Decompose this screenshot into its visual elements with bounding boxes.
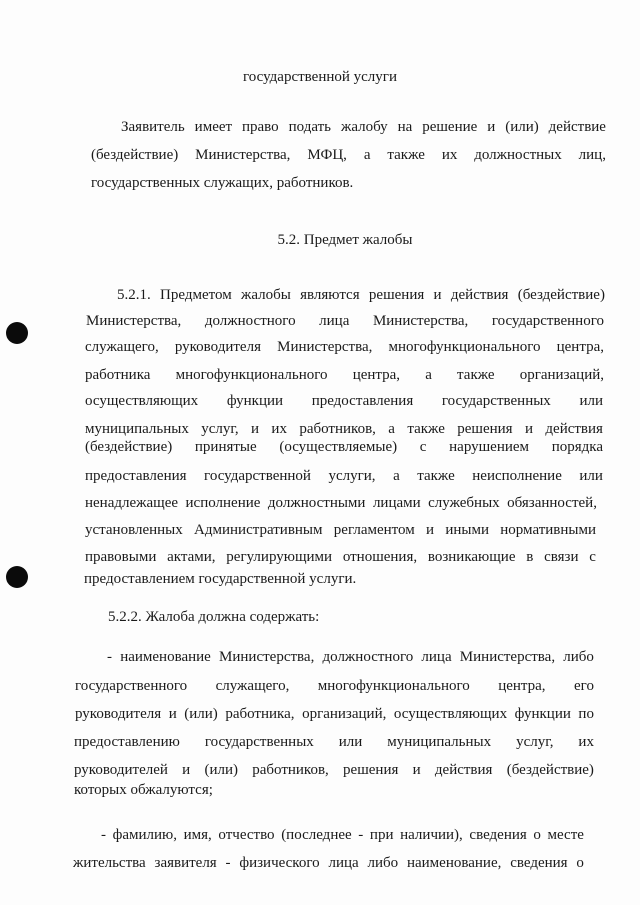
word: отношения, bbox=[342, 549, 418, 565]
word: действия bbox=[434, 762, 493, 778]
paragraph-line bbox=[85, 338, 604, 356]
paragraph-line bbox=[85, 366, 604, 384]
word: должностных bbox=[474, 147, 562, 163]
word: государственных bbox=[441, 393, 551, 409]
paragraph-line: 5.2.2. Жалоба должна содержать: bbox=[108, 609, 320, 625]
paragraph-line bbox=[91, 146, 606, 164]
paragraph-line bbox=[117, 286, 605, 304]
word: МФЦ, bbox=[307, 147, 347, 163]
word: (или) bbox=[505, 119, 539, 135]
word: при bbox=[369, 827, 394, 843]
word: их bbox=[441, 147, 458, 163]
word: месте bbox=[547, 827, 584, 843]
word: с bbox=[419, 439, 427, 455]
word: жительства bbox=[73, 855, 146, 871]
word: регулирующими bbox=[226, 549, 333, 565]
word: являются bbox=[300, 287, 360, 303]
word: фамилию, bbox=[112, 827, 177, 843]
word: либо bbox=[563, 649, 594, 665]
section-title: 5.2. Предмет жалобы bbox=[277, 232, 413, 248]
word: и bbox=[426, 522, 435, 538]
word: действие bbox=[548, 119, 606, 135]
word: также bbox=[387, 147, 425, 163]
word: служебных bbox=[428, 495, 500, 511]
word: и bbox=[524, 421, 534, 437]
word: лица bbox=[319, 313, 350, 329]
word: также bbox=[457, 367, 495, 383]
word: сведения bbox=[510, 855, 568, 871]
word: организаций, bbox=[302, 706, 387, 722]
word: организаций, bbox=[519, 367, 604, 383]
word: принятые bbox=[194, 439, 257, 455]
paragraph-line: которых обжалуются; bbox=[74, 782, 213, 798]
word: о bbox=[533, 827, 541, 843]
word: решение bbox=[422, 119, 478, 135]
word: - bbox=[225, 855, 231, 871]
word: актами, bbox=[167, 549, 216, 565]
word: его bbox=[574, 678, 594, 694]
word: также bbox=[407, 421, 445, 437]
punch-hole-top bbox=[6, 322, 28, 344]
word: (или) bbox=[184, 706, 218, 722]
word: неисполнение bbox=[472, 468, 562, 484]
word: их bbox=[578, 734, 594, 750]
word: руководителя bbox=[75, 706, 162, 722]
word: Предметом bbox=[160, 287, 232, 303]
word: центра, bbox=[556, 339, 604, 355]
word: Административным bbox=[194, 522, 323, 538]
word: лиц, bbox=[578, 147, 606, 163]
word: лицами bbox=[372, 495, 421, 511]
word: в bbox=[526, 549, 534, 565]
word: лица bbox=[328, 855, 359, 871]
paragraph-line bbox=[85, 494, 597, 512]
word: услуг, bbox=[201, 421, 239, 437]
word: иными bbox=[445, 522, 489, 538]
word: ненадлежащее bbox=[85, 495, 179, 511]
word: государственного bbox=[75, 678, 188, 694]
word: государственного bbox=[491, 313, 604, 329]
word: наименование bbox=[120, 649, 211, 665]
word: и bbox=[412, 762, 421, 778]
word: имя, bbox=[183, 827, 212, 843]
word: должностного bbox=[322, 649, 414, 665]
word: (последнее bbox=[281, 827, 352, 843]
word: (бездействие) bbox=[91, 147, 179, 163]
word: функции bbox=[514, 706, 571, 722]
word: также bbox=[417, 468, 455, 484]
word: работника, bbox=[225, 706, 295, 722]
word: исполнение bbox=[185, 495, 261, 511]
word: - bbox=[107, 649, 112, 665]
paragraph-line bbox=[85, 438, 603, 456]
word: а bbox=[393, 468, 400, 484]
word: возникающие bbox=[427, 549, 516, 565]
paragraph-line bbox=[85, 420, 603, 438]
word: функции bbox=[226, 393, 284, 409]
word: работников, bbox=[299, 421, 376, 437]
word: осуществляющих bbox=[85, 393, 199, 409]
word: центра, bbox=[352, 367, 401, 383]
word: услуги, bbox=[328, 468, 376, 484]
word: на bbox=[397, 119, 413, 135]
word: сведения bbox=[469, 827, 527, 843]
word: многофункционального bbox=[317, 678, 470, 694]
word: (осуществляемые) bbox=[279, 439, 398, 455]
word: Министерства, bbox=[86, 313, 182, 329]
paragraph-line bbox=[85, 521, 596, 539]
word: Заявитель bbox=[121, 119, 185, 135]
word: Министерства, bbox=[459, 649, 556, 665]
word: по bbox=[578, 706, 594, 722]
word: их bbox=[271, 421, 287, 437]
word: нормативными bbox=[500, 522, 596, 538]
word: право bbox=[242, 119, 279, 135]
word: служащего, bbox=[215, 678, 290, 694]
paragraph-line: предоставлением государственной услуги. bbox=[84, 571, 357, 587]
word: 5.2.1. bbox=[117, 287, 151, 303]
word: Министерства, bbox=[277, 339, 373, 355]
word: и bbox=[433, 287, 442, 303]
word: муниципальных bbox=[387, 734, 492, 750]
paragraph-line bbox=[73, 854, 584, 872]
paragraph-line bbox=[85, 392, 603, 410]
word: наличии), bbox=[400, 827, 463, 843]
paragraph-line bbox=[107, 648, 594, 666]
word: предоставлению bbox=[74, 734, 180, 750]
word: многофункционального bbox=[175, 367, 328, 383]
word: решения bbox=[368, 287, 425, 303]
word: муниципальных bbox=[85, 421, 189, 437]
word: или bbox=[579, 393, 603, 409]
word: многофункционального bbox=[388, 339, 541, 355]
word: обязанностей, bbox=[507, 495, 597, 511]
paragraph-line bbox=[101, 826, 584, 844]
paragraph-line: государственных служащих, работников. bbox=[91, 175, 354, 191]
word: и bbox=[251, 421, 260, 437]
word: предоставления bbox=[311, 393, 414, 409]
word: решения bbox=[457, 421, 513, 437]
word: - bbox=[101, 827, 106, 843]
word: действия bbox=[545, 421, 603, 437]
word: центра, bbox=[498, 678, 546, 694]
word: правовыми bbox=[85, 549, 157, 565]
word: и bbox=[487, 119, 496, 135]
paragraph-line bbox=[86, 312, 604, 330]
word: и bbox=[182, 762, 191, 778]
paragraph-line bbox=[75, 705, 594, 723]
word: должностными bbox=[267, 495, 366, 511]
word: порядка bbox=[551, 439, 603, 455]
heading-continuation: государственной услуги bbox=[243, 69, 397, 85]
word: (или) bbox=[204, 762, 238, 778]
paragraph-line bbox=[121, 118, 606, 136]
word: лица bbox=[421, 649, 452, 665]
word: подать bbox=[288, 119, 332, 135]
word: нарушением bbox=[449, 439, 530, 455]
word: а bbox=[425, 367, 432, 383]
word: руководителей bbox=[74, 762, 168, 778]
paragraph-line bbox=[75, 677, 594, 695]
word: - bbox=[358, 827, 364, 843]
word: жалобы bbox=[240, 287, 291, 303]
word: Министерства, bbox=[219, 649, 315, 665]
word: работников, bbox=[252, 762, 329, 778]
word: или bbox=[338, 734, 363, 750]
word: (бездействие) bbox=[506, 762, 594, 778]
word: осуществляющих bbox=[393, 706, 508, 722]
word: предоставления bbox=[85, 468, 187, 484]
word: наименование, bbox=[406, 855, 502, 871]
punch-hole-bottom bbox=[6, 566, 28, 588]
word: или bbox=[579, 468, 603, 484]
word: а bbox=[388, 421, 395, 437]
word: служащего, bbox=[85, 339, 159, 355]
word: работника bbox=[85, 367, 151, 383]
word: жалобу bbox=[340, 119, 388, 135]
paragraph-line bbox=[85, 548, 596, 566]
word: и bbox=[168, 706, 177, 722]
word: установленных bbox=[85, 522, 183, 538]
word: связи bbox=[544, 549, 579, 565]
word: регламентом bbox=[333, 522, 415, 538]
word: должностного bbox=[204, 313, 296, 329]
word: государственной bbox=[204, 468, 311, 484]
word: услуг, bbox=[516, 734, 554, 750]
paragraph-line bbox=[74, 733, 594, 751]
word: действия bbox=[450, 287, 509, 303]
word: физического bbox=[239, 855, 320, 871]
word: заявителя bbox=[154, 855, 217, 871]
paragraph-line bbox=[74, 761, 594, 779]
word: Министерства, bbox=[372, 313, 469, 329]
word: Министерства, bbox=[195, 147, 291, 163]
word: отчество bbox=[218, 827, 275, 843]
word: решения bbox=[343, 762, 399, 778]
word: (бездействие) bbox=[85, 439, 173, 455]
word: руководителя bbox=[174, 339, 261, 355]
paragraph-line bbox=[85, 467, 603, 485]
word: государственных bbox=[204, 734, 314, 750]
word: (бездействие) bbox=[517, 287, 605, 303]
word: с bbox=[589, 549, 596, 565]
word: о bbox=[576, 855, 584, 871]
word: а bbox=[363, 147, 371, 163]
word: имеет bbox=[194, 119, 233, 135]
word: либо bbox=[367, 855, 399, 871]
